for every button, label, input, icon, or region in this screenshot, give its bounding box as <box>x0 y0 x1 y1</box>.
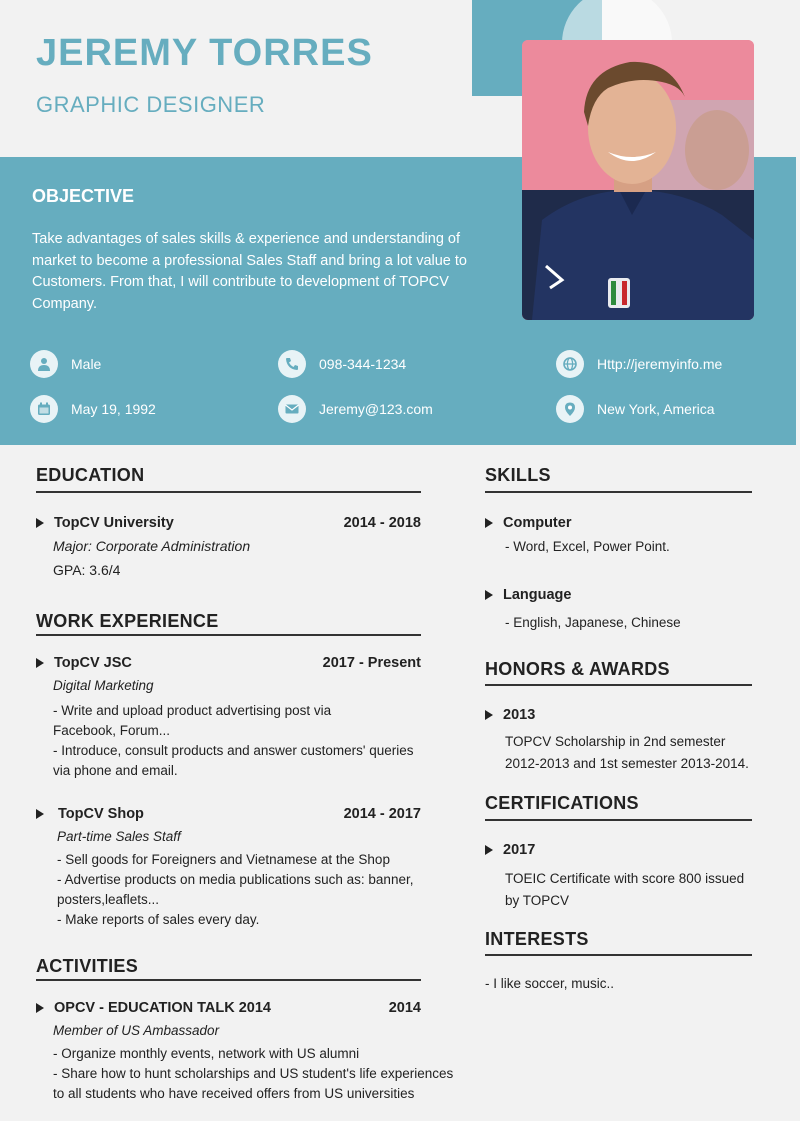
job-line: - Make reports of sales every day. <box>57 912 260 927</box>
education-major: Major: Corporate Administration <box>53 538 251 554</box>
education-divider <box>36 491 421 493</box>
education-years: 2014 - 2018 <box>343 515 421 531</box>
certification-year-label: 2017 <box>503 842 536 858</box>
skills-divider <box>485 491 752 493</box>
phone-value: 098-344-1234 <box>319 356 407 372</box>
location-pin-icon <box>556 395 584 423</box>
gender-value: Male <box>71 356 102 372</box>
activity-role: Member of US Ambassador <box>53 1023 220 1038</box>
job-role: Part-time Sales Staff <box>57 829 181 844</box>
skill-name <box>485 515 571 531</box>
activity-title: OPCV - EDUCATION TALK 2014 <box>54 1000 271 1016</box>
certifications-divider <box>485 819 752 821</box>
candidate-title: GRAPHIC DESIGNER <box>36 92 266 117</box>
interests-text: - I like soccer, music.. <box>485 976 615 991</box>
honor-line: TOPCV Scholarship in 2nd semester <box>505 734 726 749</box>
bullet-triangle-icon <box>485 710 493 720</box>
contact-location <box>556 395 715 423</box>
certification-line: by TOPCV <box>505 893 570 908</box>
job-line: Facebook, Forum... <box>53 723 171 738</box>
job-years: 2014 - 2017 <box>343 806 421 822</box>
job-line: posters,leaflets... <box>57 892 160 907</box>
education-school <box>36 515 174 531</box>
contact-gender <box>30 350 101 378</box>
bullet-triangle-icon <box>485 518 493 528</box>
job-line: - Advertise products on media publications such as: banner, <box>57 872 414 887</box>
contact-website <box>556 350 722 378</box>
birthday-value: May 19, 1992 <box>71 401 156 417</box>
profile-photo <box>522 40 754 320</box>
activity-year: 2014 <box>388 1000 421 1016</box>
job-line: - Write and upload product advertising post via <box>53 703 332 718</box>
objective-heading: OBJECTIVE <box>32 186 135 206</box>
candidate-name: JEREMY TORRES <box>36 32 373 74</box>
globe-icon <box>556 350 584 378</box>
activities-divider <box>36 979 421 981</box>
education-gpa: GPA: 3.6/4 <box>53 562 121 578</box>
activity-line: - Organize monthly events, network with US alumni <box>53 1046 360 1061</box>
phone-icon <box>278 350 306 378</box>
honor-year <box>485 707 535 723</box>
certification-year <box>485 842 535 858</box>
bullet-triangle-icon <box>36 1003 44 1013</box>
skill-label: Computer <box>503 515 572 531</box>
email-value: Jeremy@123.com <box>319 401 433 417</box>
bullet-triangle-icon <box>36 518 44 528</box>
profile-photo-illustration <box>522 40 754 320</box>
honor-year-label: 2013 <box>503 707 536 723</box>
job-years: 2017 - Present <box>322 655 421 671</box>
work-divider <box>36 634 421 636</box>
school-name: TopCV University <box>54 515 174 531</box>
bullet-triangle-icon <box>485 590 493 600</box>
skill-detail: - English, Japanese, Chinese <box>505 615 681 630</box>
company-name: TopCV JSC <box>54 655 132 671</box>
bullet-triangle-icon <box>36 809 44 819</box>
contact-birthday <box>30 395 156 423</box>
work-heading: WORK EXPERIENCE <box>36 611 219 631</box>
contact-email <box>278 395 433 423</box>
certification-line: TOEIC Certificate with score 800 issued <box>505 871 745 886</box>
job-line: via phone and email. <box>53 763 178 778</box>
email-icon <box>278 395 306 423</box>
skills-heading: SKILLS <box>485 465 551 485</box>
interests-divider <box>485 954 752 956</box>
objective-text: Take advantages of sales skills & experience and understanding of market to become a professional Sales Staff and bring a lot value to Customers. From that, I will contribute to development of TOPCV Company. <box>32 231 467 312</box>
honor-line: 2012-2013 and 1st semester 2013-2014. <box>505 756 749 771</box>
activity-name <box>36 1000 271 1016</box>
job-line: - Introduce, consult products and answer customers' queries <box>53 743 414 758</box>
bullet-triangle-icon <box>36 658 44 668</box>
website-value: Http://jeremyinfo.me <box>597 356 723 372</box>
location-value: New York, America <box>597 401 715 417</box>
skill-label: Language <box>503 587 572 603</box>
activity-line: - Share how to hunt scholarships and US student's life experiences <box>53 1066 454 1081</box>
job-company <box>36 806 144 822</box>
activities-heading: ACTIVITIES <box>36 956 139 976</box>
activity-line: to all students who have received offers from US universities <box>53 1086 415 1101</box>
education-heading: EDUCATION <box>36 465 145 485</box>
honors-divider <box>485 684 752 686</box>
contact-phone <box>278 350 406 378</box>
job-line: - Sell goods for Foreigners and Vietnamese at the Shop <box>57 852 390 867</box>
skill-detail: - Word, Excel, Power Point. <box>505 539 670 554</box>
calendar-icon <box>30 395 58 423</box>
job-company <box>36 655 132 671</box>
honors-heading: HONORS & AWARDS <box>485 659 670 679</box>
certifications-heading: CERTIFICATIONS <box>485 793 639 813</box>
person-icon <box>30 350 58 378</box>
skill-name <box>485 587 571 603</box>
interests-heading: INTERESTS <box>485 929 589 949</box>
company-name: TopCV Shop <box>58 806 144 822</box>
job-role: Digital Marketing <box>53 678 154 693</box>
bullet-triangle-icon <box>485 845 493 855</box>
